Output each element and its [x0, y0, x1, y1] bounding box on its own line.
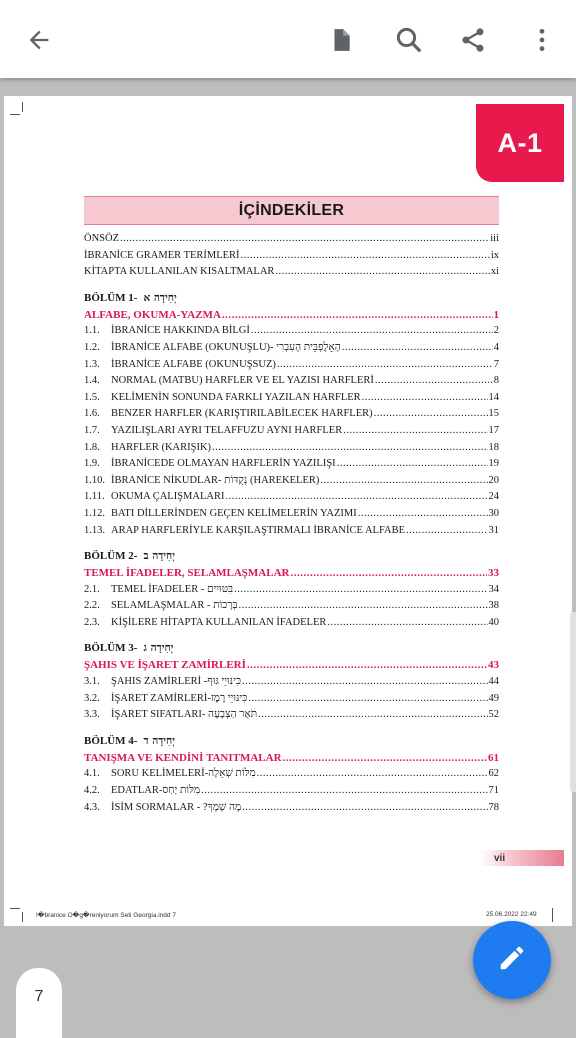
dot-leader	[242, 676, 488, 687]
toc-entry-number: 1.12.	[84, 507, 105, 519]
toc-entry[interactable]	[84, 709, 499, 726]
toc-entry-text: ALFABE, OKUMA-YAZMA	[84, 308, 221, 321]
toc-entry[interactable]	[84, 584, 499, 601]
pdf-page	[4, 96, 572, 926]
dot-leader	[342, 342, 493, 353]
dot-leader	[257, 768, 488, 779]
footer-timestamp: 25.06.2022 22:49	[486, 911, 537, 918]
dot-leader	[222, 309, 493, 321]
back-arrow-icon[interactable]	[21, 22, 57, 58]
page-indicator[interactable]	[16, 968, 62, 1038]
toc-entry-text: BENZER HARFLER (KARIŞTIRILABİLECEK HARFLER)	[111, 408, 373, 420]
toc-entry-number: 1.10.	[84, 474, 105, 486]
toc-title: İÇİNDEKİLER	[84, 196, 499, 225]
toc-page-number: 49	[488, 692, 499, 704]
toc-entry-text: ŞAHIS VE İŞARET ZAMİRLERİ	[84, 659, 246, 672]
toc-page-number: 33	[488, 567, 499, 580]
toc-page-number: 30	[488, 507, 499, 519]
toc-entry-number: 1.4.	[84, 375, 100, 387]
toc-entry-text: SORU KELİMELERİ-מִלּוֹת שְׁאֵלָה	[111, 768, 256, 780]
toc-entry-number: 4.2.	[84, 785, 100, 797]
toc-entry-number: 4.1.	[84, 768, 100, 780]
toc-entry-text: İBRANİCE HAKKINDA BİLGİ	[111, 325, 250, 337]
toc-entry-number: 3.2.	[84, 692, 100, 704]
toc-entry-text: BATI DİLLERİNDEN GEÇEN KELİMELERİN YAZIMI	[111, 507, 357, 519]
toc-entry[interactable]	[84, 442, 499, 459]
toc-entry-text: TANIŞMA VE KENDİNİ TANITMALAR	[84, 751, 282, 764]
toc-entry-text: OKUMA ÇALIŞMALARI	[111, 491, 225, 503]
toc-entry-text: SELAMLAŞMALAR - בְּרָכוֹת	[111, 600, 238, 612]
toc-page-number: 78	[488, 801, 499, 813]
toc-page-number: 40	[488, 616, 499, 628]
toc-entry-number: 3.1.	[84, 676, 100, 688]
edit-pencil-icon	[497, 943, 527, 978]
toc-entry[interactable]	[84, 508, 499, 525]
toc-entry[interactable]	[84, 525, 499, 542]
more-vert-icon[interactable]	[524, 22, 560, 58]
edit-button[interactable]	[473, 921, 551, 999]
crop-mark	[10, 908, 20, 909]
chapter-heading	[84, 550, 499, 567]
dot-leader	[242, 802, 487, 813]
search-icon[interactable]	[391, 22, 427, 58]
toc-entry[interactable]	[84, 325, 499, 342]
chapter-hebrew-label: יְחִידָה ב	[143, 550, 176, 563]
toc-entry-text: NORMAL (MATBU) HARFLER VE EL YAZISI HARFLERİ	[111, 375, 374, 387]
dot-leader	[374, 408, 488, 419]
toc-page-number: 24	[488, 491, 499, 503]
toc-entry-number: 1.2.	[84, 341, 100, 353]
toc-entry[interactable]	[84, 785, 499, 802]
toc-entry-number: 1.11.	[84, 491, 105, 503]
toc-entry-number: 4.3.	[84, 801, 100, 813]
toc-page-number: 43	[488, 659, 499, 672]
chapter-heading	[84, 292, 499, 309]
chapter-section-title[interactable]	[84, 659, 499, 676]
dot-leader	[225, 491, 487, 502]
dot-leader	[212, 442, 487, 453]
toc-entry-number: 1.5.	[84, 391, 100, 403]
toc-entry[interactable]	[84, 768, 499, 785]
chapter-label: BÖLÜM 1-	[84, 291, 138, 304]
toc-entry-text: KİŞİLERE HİTAPTA KULLANILAN İFADELER	[111, 616, 327, 628]
toc-page-number: 44	[488, 676, 499, 688]
toc-page-number: 14	[488, 391, 499, 403]
chapter-heading	[84, 735, 499, 752]
toc-entry[interactable]	[84, 475, 499, 492]
toc-entry[interactable]	[84, 408, 499, 425]
toc-entry-text: TEMEL İFADELER, SELAMLAŞMALAR	[84, 567, 290, 580]
toc-entry-number: 1.9.	[84, 458, 100, 470]
share-icon[interactable]	[455, 22, 491, 58]
dot-leader	[251, 325, 493, 336]
toc-entry-text: İŞARET ZAMİRLERİ-כִּינּוּיֵי רֶמֶז	[111, 692, 248, 704]
toc-page-number: 19	[488, 458, 499, 470]
toc-entry[interactable]	[84, 392, 499, 409]
toc-entry[interactable]	[84, 375, 499, 392]
dot-leader	[358, 508, 488, 519]
toc-entry-text: ÖNSÖZ	[84, 233, 120, 244]
toc-page-number: 31	[488, 524, 499, 536]
toc-page-number: ix	[490, 249, 499, 261]
chapter-hebrew-label: יְחִידָה א	[143, 291, 177, 304]
dot-leader	[201, 785, 487, 796]
toc-entry-number: 1.13.	[84, 524, 105, 536]
toc-entry-text: İBRANİCE ALFABE (OKUNUŞSUZ)	[111, 358, 276, 370]
chapter-label: BÖLÜM 3-	[84, 642, 138, 655]
toc-page-number: 17	[488, 424, 499, 436]
toc-entry-number: 1.3.	[84, 358, 100, 370]
toc-page-number: 1	[493, 308, 499, 321]
toc-entry-text: İŞARET SIFATLARI- תֹּאַר הַצְבָעָה	[111, 709, 258, 721]
dot-leader	[290, 567, 487, 579]
toc-entry-text: İBRANİCE NİKUDLAR- נְקֻדּוֹת (HAREKELER)	[111, 474, 320, 486]
toc-entry-number: 1.7.	[84, 424, 100, 436]
page-number: 7	[34, 988, 44, 1005]
toc-entry[interactable]	[84, 600, 499, 617]
chapter-section-title[interactable]	[84, 567, 499, 584]
toc-entry-text: TEMEL İFADELER - בִּטּוּיִים	[111, 583, 234, 595]
table-of-contents	[84, 233, 499, 818]
chapter-hebrew-label: יְחִידָה ד	[143, 734, 175, 747]
dot-leader	[337, 458, 488, 469]
toc-page-number: 8	[493, 375, 499, 387]
dot-leader	[247, 659, 487, 671]
toc-page-number: 7	[493, 358, 499, 370]
toc-page-number: 4	[493, 341, 499, 353]
toc-entry-text: HARFLER (KARIŞIK)	[111, 441, 212, 453]
dot-leader	[234, 584, 487, 595]
app-toolbar	[0, 0, 576, 78]
toc-entry-text: YAZILIŞLARI AYRI TELAFFUZU AYNI HARFLER	[111, 424, 343, 436]
toc-page-number: 15	[488, 408, 499, 420]
toc-page-number: 52	[488, 709, 499, 721]
toc-entry-text: İBRANİCEDE OLMAYAN HARFLERİN YAZILIŞI	[111, 458, 336, 470]
toc-entry-text: İBRANİCE GRAMER TERİMLERİ	[84, 249, 240, 261]
chapter-label: BÖLÜM 2-	[84, 550, 138, 563]
toc-entry[interactable]	[84, 359, 499, 376]
toc-entry-text: ARAP HARFLERİYLE KARŞILAŞTIRMALI İBRANİCE ALFABE	[111, 524, 406, 536]
chapter-section-title[interactable]	[84, 309, 499, 326]
toc-entry-text: EDATLAR-מִלּוֹת יַחַס	[111, 785, 201, 797]
toc-entry[interactable]	[84, 617, 499, 634]
dot-leader	[327, 617, 487, 628]
toc-page-number: 71	[488, 785, 499, 797]
toc-entry-text: İBRANİCE ALFABE (OKUNUŞLU)- הָאָלֶפְבֵּית הָעִבְרִי	[111, 341, 341, 353]
crop-mark	[22, 912, 23, 922]
toc-entry[interactable]	[84, 802, 499, 819]
dot-leader	[277, 359, 493, 370]
page-folio	[480, 850, 564, 866]
toc-front-entry[interactable]	[84, 266, 499, 283]
chapter-label: BÖLÜM 4-	[84, 734, 138, 747]
dot-leader	[241, 250, 490, 261]
dot-leader	[258, 709, 487, 720]
toc-entry[interactable]	[84, 491, 499, 508]
toc-entry-text: İSİM SORMALAR - ?מָה שְׁמְךָ	[111, 801, 242, 813]
document-icon[interactable]	[323, 22, 359, 58]
toc-page-number: 2	[493, 325, 499, 337]
crop-mark	[22, 102, 23, 112]
toc-page-number: 20	[488, 474, 499, 486]
toc-entry-number: 3.3.	[84, 709, 100, 721]
dot-leader	[375, 375, 493, 386]
toc-entry[interactable]	[84, 693, 499, 710]
toc-entry-number: 2.1.	[84, 583, 100, 595]
dot-leader	[120, 233, 489, 244]
toc-entry-number: 1.1.	[84, 325, 100, 337]
toc-entry[interactable]	[84, 676, 499, 693]
chapter-section-title[interactable]	[84, 752, 499, 769]
toc-entry-number: 2.3.	[84, 616, 100, 628]
footer-filename: I�branice O�g�reniyorum Seti Georgia.indd 7	[36, 912, 176, 919]
folio-number: vii	[494, 852, 506, 864]
crop-mark	[10, 114, 20, 115]
crop-mark	[552, 908, 553, 922]
toc-page-number: 61	[488, 751, 499, 764]
dot-leader	[275, 266, 489, 277]
toc-page-number: iii	[490, 233, 499, 244]
toc-page-number: 18	[488, 441, 499, 453]
toc-page-number: 34	[488, 583, 499, 595]
toc-page-number: 38	[488, 600, 499, 612]
dot-leader	[343, 425, 487, 436]
toc-entry-text: KELİMENİN SONUNDA FARKLI YAZILAN HARFLER	[111, 391, 361, 403]
dot-leader	[283, 752, 487, 764]
toc-page-number: 62	[488, 768, 499, 780]
toc-page-number: xi	[490, 266, 499, 278]
toc-entry[interactable]	[84, 458, 499, 475]
dot-leader	[362, 392, 488, 403]
toc-front-entry[interactable]	[84, 250, 499, 267]
toc-entry-text: KİTAPTA KULLANILAN KISALTMALAR	[84, 266, 275, 278]
toc-entry[interactable]	[84, 342, 499, 359]
toc-entry-number: 1.6.	[84, 408, 100, 420]
dot-leader	[320, 475, 487, 486]
toc-entry-number: 1.8.	[84, 441, 100, 453]
dot-leader	[239, 600, 488, 611]
chapter-hebrew-label: יְחִידָה ג	[143, 642, 174, 655]
chapter-heading	[84, 642, 499, 659]
toc-entry[interactable]	[84, 425, 499, 442]
dot-leader	[248, 693, 487, 704]
scrollbar[interactable]	[570, 612, 576, 792]
toc-front-entry[interactable]	[84, 233, 499, 250]
toc-entry-text: ŞAHIS ZAMİRLERİ -כִּינּוּיֵי גּוּף	[111, 676, 241, 688]
unit-badge: A-1	[476, 104, 564, 182]
toc-entry-number: 2.2.	[84, 600, 100, 612]
dot-leader	[406, 525, 487, 536]
